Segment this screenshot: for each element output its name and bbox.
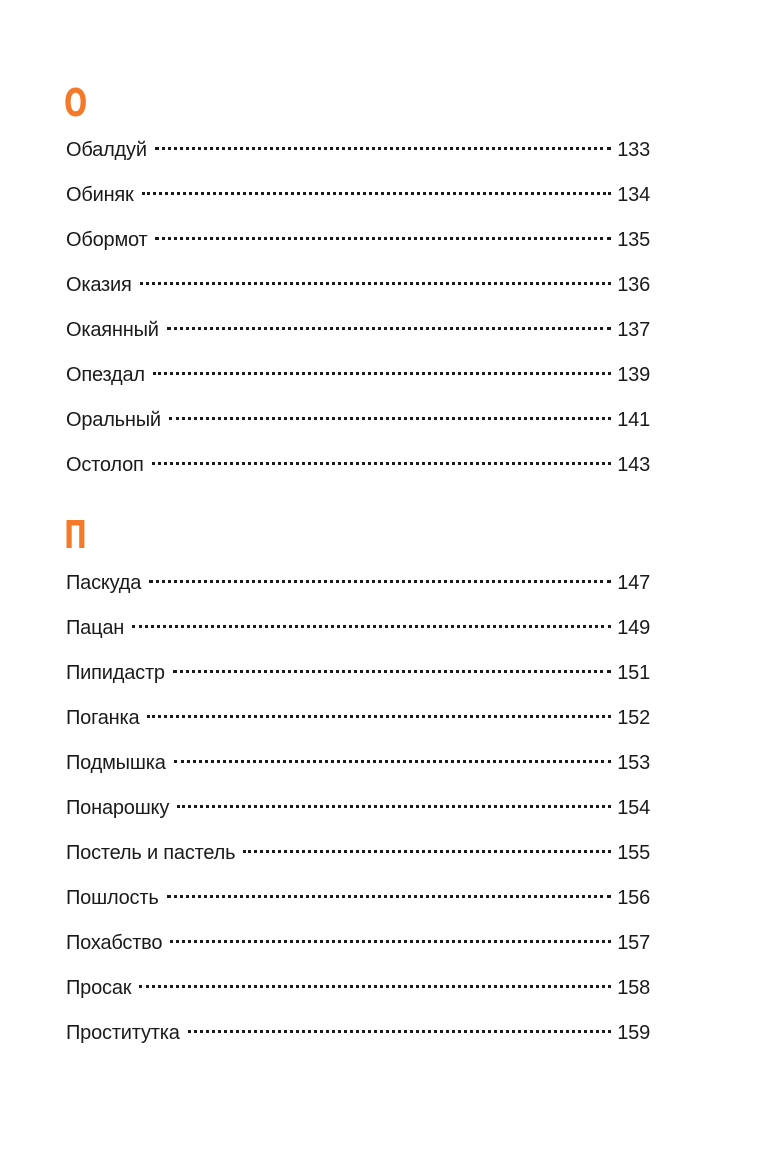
dot-leader (188, 1030, 612, 1033)
toc-entry[interactable] (66, 361, 650, 406)
toc-entry[interactable] (66, 226, 650, 271)
toc-entry[interactable] (66, 794, 650, 839)
toc-entry-title: Опездал (66, 364, 145, 386)
dot-leader (132, 625, 611, 628)
toc-entry[interactable] (66, 136, 650, 181)
dot-leader (167, 327, 611, 330)
toc-entry[interactable] (66, 569, 650, 614)
toc-entry-page-number: 158 (617, 977, 650, 999)
toc-entry-title: Обалдуй (66, 139, 147, 161)
toc-entry[interactable] (66, 406, 650, 451)
dot-leader (140, 282, 612, 285)
toc-entry-title: Паскуда (66, 572, 142, 594)
toc-entry-title: Подмышка (66, 752, 166, 774)
toc-entry-title: Пацан (66, 617, 125, 639)
toc-entry-page-number: 143 (617, 454, 650, 476)
toc-entry-title: Обиняк (66, 184, 134, 206)
toc-entry[interactable] (66, 1019, 650, 1064)
toc-entry-title: Пошлость (66, 887, 159, 909)
toc-entry-page-number: 151 (617, 662, 650, 684)
toc-entry[interactable] (66, 929, 650, 974)
toc-entry[interactable] (66, 316, 650, 361)
toc-entry[interactable] (66, 839, 650, 884)
dot-leader (167, 895, 612, 898)
toc-entry[interactable] (66, 704, 650, 749)
dot-leader (155, 237, 611, 240)
toc-entry-page-number: 152 (617, 707, 650, 729)
dot-leader (142, 192, 612, 195)
toc-entry-page-number: 139 (617, 364, 650, 386)
toc-entry-page-number: 157 (617, 932, 650, 954)
toc-entry-page-number: 155 (617, 842, 650, 864)
toc-entry-title: Похабство (66, 932, 163, 954)
toc-entry[interactable] (66, 271, 650, 316)
toc-entry[interactable] (66, 974, 650, 1019)
toc-entry[interactable] (66, 659, 650, 704)
dot-leader (149, 580, 611, 583)
toc-entry[interactable] (66, 451, 650, 496)
toc-entry-page-number: 135 (617, 229, 650, 251)
toc-entry-title: Понарошку (66, 797, 170, 819)
toc-entry-page-number: 147 (617, 572, 650, 594)
toc-entry-title: Оральный (66, 409, 161, 431)
toc-entry-page-number: 134 (617, 184, 650, 206)
toc-entry[interactable] (66, 181, 650, 226)
toc-entry-title: Окаянный (66, 319, 159, 341)
toc-entry-title: Остолоп (66, 454, 144, 476)
dot-leader (174, 760, 612, 763)
toc-entry[interactable] (66, 749, 650, 794)
toc-entry-page-number: 159 (617, 1022, 650, 1044)
toc-entry-page-number: 153 (617, 752, 650, 774)
dot-leader (139, 985, 611, 988)
toc-entry-title: Обормот (66, 229, 148, 251)
toc-entry-page-number: 137 (617, 319, 650, 341)
toc-list-p (66, 569, 650, 1064)
toc-entry-title: Проститутка (66, 1022, 180, 1044)
toc-entry-page-number: 149 (617, 617, 650, 639)
dot-leader (243, 850, 611, 853)
dot-leader (169, 417, 611, 420)
toc-entry-page-number: 141 (617, 409, 650, 431)
toc-entry-page-number: 133 (617, 139, 650, 161)
dot-leader (153, 372, 611, 375)
toc-entry-title: Поганка (66, 707, 140, 729)
toc-entry[interactable] (66, 884, 650, 929)
dot-leader (155, 147, 611, 150)
toc-entry-page-number: 136 (617, 274, 650, 296)
dot-leader (177, 805, 611, 808)
section-heading-o: О (64, 81, 88, 125)
toc-entry-page-number: 156 (617, 887, 650, 909)
section-heading-p: П (64, 513, 87, 557)
toc-entry-title: Оказия (66, 274, 132, 296)
toc-entry[interactable] (66, 614, 650, 659)
dot-leader (147, 715, 611, 718)
toc-entry-title: Пипидастр (66, 662, 165, 684)
toc-entry-title: Постель и пастель (66, 842, 236, 864)
dot-leader (173, 670, 611, 673)
toc-list-o (66, 136, 650, 496)
dot-leader (152, 462, 612, 465)
toc-entry-title: Просак (66, 977, 132, 999)
toc-entry-page-number: 154 (617, 797, 650, 819)
dot-leader (170, 940, 611, 943)
